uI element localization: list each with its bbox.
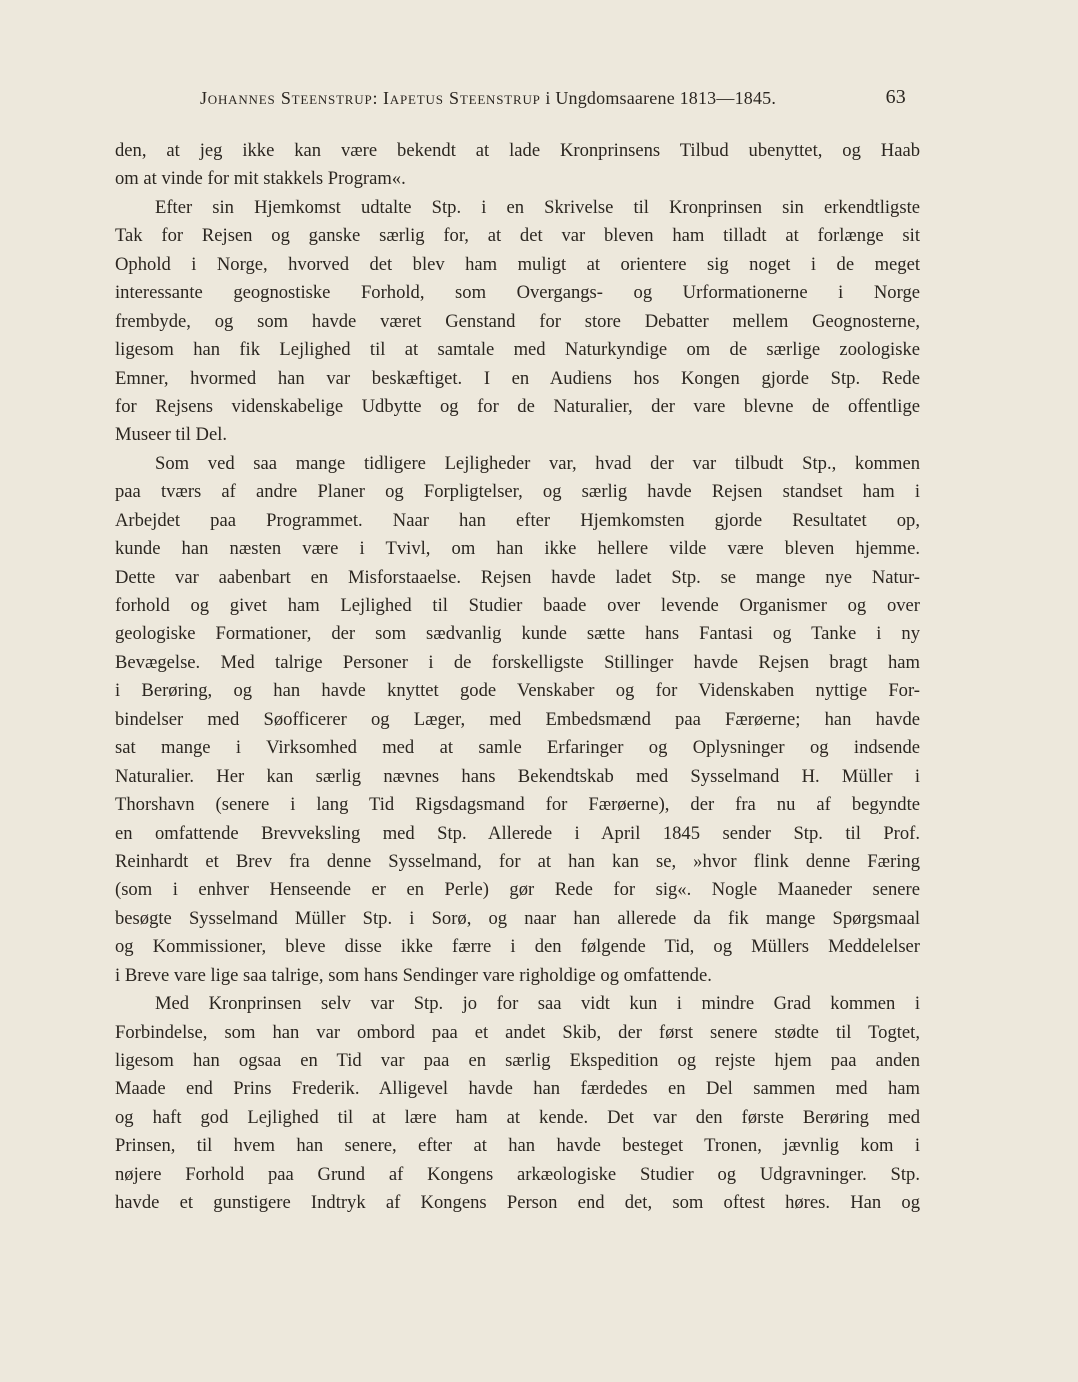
text-line: nøjere Forhold paa Grund af Kongens arkæologiske Studier og Udgravninger. Stp. bbox=[115, 1163, 920, 1185]
header-author: Johannes Steenstrup: bbox=[200, 88, 379, 108]
text-line: Forbindelse, som han var ombord paa et andet Skib, der først senere stødte til Togtet, bbox=[115, 1021, 920, 1043]
text-line: paa tværs af andre Planer og Forpligtelser, og særlig havde Rejsen standset ham i bbox=[115, 481, 920, 503]
text-line: den, at jeg ikke kan være bekendt at lade Kronprinsens Tilbud ubenyttet, og Haab bbox=[115, 140, 920, 161]
text-line: bindelser med Søofficerer og Læger, med Embedsmænd paa Færøerne; han havde bbox=[115, 708, 920, 730]
text-line: en omfattende Brevveksling med Stp. Allerede i April 1845 sender Stp. til Prof. bbox=[115, 822, 920, 844]
text-line: havde et gunstigere Indtryk af Kongens Person end det, som oftest høres. Han og bbox=[115, 1192, 920, 1214]
header-subject: Iapetus Steenstrup bbox=[383, 88, 541, 108]
text-line: om at vinde for mit stakkels Program«. bbox=[115, 168, 406, 190]
text-line: Arbejdet paa Programmet. Naar han efter Hjemkomsten gjorde Resultatet op, bbox=[115, 509, 920, 531]
text-line: Prinsen, til hvem han senere, efter at han havde besteget Tronen, jævnlig kom i bbox=[115, 1135, 920, 1157]
text-line: Bevægelse. Med talrige Personer i de forskelligste Stillinger havde Rejsen bragt ham bbox=[115, 651, 920, 673]
text-line: ligesom han ogsaa en Tid var paa en særlig Ekspedition og rejste hjem paa anden bbox=[115, 1050, 920, 1071]
text-line: ligesom han fik Lejlighed til at samtale med Naturkyndige om de særlige zoologiske bbox=[115, 339, 920, 361]
text-line: Naturalier. Her kan særlig nævnes hans Bekendtskab med Sysselmand H. Müller i bbox=[115, 765, 920, 787]
text-line: sat mange i Virksomhed med at samle Erfaringer og Oplysninger og indsende bbox=[115, 737, 920, 759]
running-header bbox=[200, 88, 906, 114]
text-line: frembyde, og som havde været Genstand for store Debatter mellem Geognosterne, bbox=[115, 310, 920, 332]
text-line: forhold og givet ham Lejlighed til Studier baade over levende Organismer og over bbox=[115, 595, 920, 616]
text-line: i Berøring, og han havde knyttet gode Venskaber og for Videnskaben nyttige For- bbox=[115, 680, 920, 702]
header-rest: i Ungdomsaarene 1813—1845. bbox=[545, 88, 777, 108]
page-number: 63 bbox=[885, 86, 906, 108]
text-line: Emner, hvormed han var beskæftiget. I en Audiens hos Kongen gjorde Stp. Rede bbox=[115, 367, 920, 389]
header-title bbox=[200, 88, 776, 109]
text-line: interessante geognostiske Forhold, som Overgangs- og Urformationerne i Norge bbox=[115, 282, 920, 304]
text-line: Efter sin Hjemkomst udtalte Stp. i en Skrivelse til Kronprinsen sin erkendtligste bbox=[155, 196, 920, 218]
text-line: Med Kronprinsen selv var Stp. jo for saa vidt kun i mindre Grad kommen i bbox=[155, 993, 920, 1015]
text-line: Ophold i Norge, hvorved det blev ham muligt at orientere sig noget i de meget bbox=[115, 253, 920, 275]
text-line: Dette var aabenbart en Misforstaaelse. Rejsen havde ladet Stp. se mange nye Natur- bbox=[115, 566, 920, 588]
text-line: for Rejsens videnskabelige Udbytte og for de Naturalier, der vare blevne de offentlige bbox=[115, 395, 920, 417]
text-line: geologiske Formationer, der som sædvanlig kunde sætte hans Fantasi og Tanke i ny bbox=[115, 623, 920, 645]
text-line: Reinhardt et Brev fra denne Sysselmand, for at han kan se, »hvor flink denne Færing bbox=[115, 850, 920, 872]
text-line: Thorshavn (senere i lang Tid Rigsdagsmand for Færøerne), der fra nu af begyndte bbox=[115, 794, 920, 816]
text-line: Maade end Prins Frederik. Alligevel havde han færdedes en Del sammen med ham bbox=[115, 1078, 920, 1100]
text-line: og haft god Lejlighed til at lære ham at kende. Det var den første Berøring med bbox=[115, 1106, 920, 1128]
text-line: kunde han næsten være i Tvivl, om han ikke hellere vilde være bleven hjemme. bbox=[115, 538, 920, 560]
text-line: og Kommissioner, bleve disse ikke færre i den følgende Tid, og Müllers Meddelelser bbox=[115, 936, 920, 958]
text-line: besøgte Sysselmand Müller Stp. i Sorø, og naar han allerede da fik mange Spørgsmaal bbox=[115, 907, 920, 929]
text-line: Som ved saa mange tidligere Lejligheder var, hvad der var tilbudt Stp., kommen bbox=[155, 452, 920, 474]
text-line: (som i enhver Henseende er en Perle) gør Rede for sig«. Nogle Maaneder senere bbox=[115, 879, 920, 901]
text-line: Museer til Del. bbox=[115, 424, 228, 446]
text-line: Tak for Rejsen og ganske særlig for, at det var bleven ham tilladt at forlænge sit bbox=[115, 225, 920, 247]
body-text bbox=[115, 137, 920, 1218]
text-line: i Breve vare lige saa talrige, som hans Sendinger vare righoldige og omfattende. bbox=[115, 964, 712, 986]
